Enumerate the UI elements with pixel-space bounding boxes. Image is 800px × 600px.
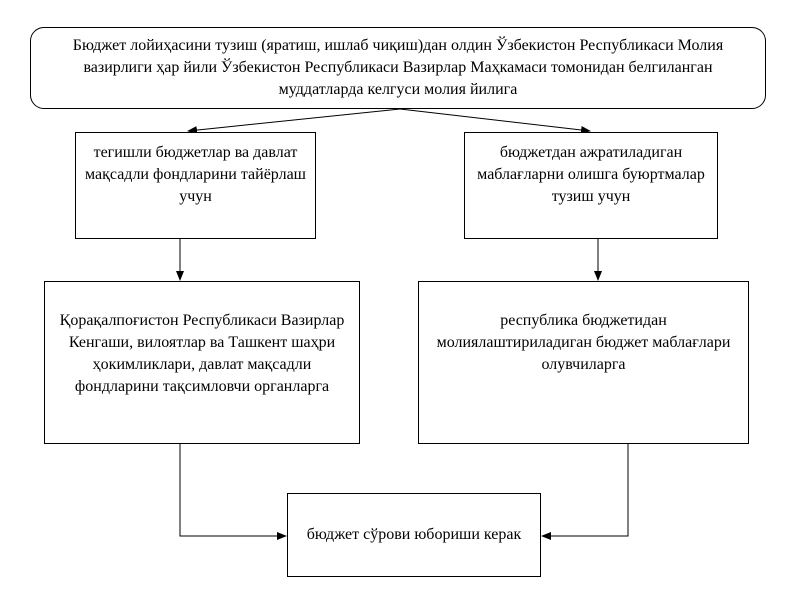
node-left-1-text: тегишли бюджетлар ва давлат мақсадли фондларини тайёрлаш учун [85,144,306,205]
node-bottom [287,493,541,577]
arrow-top-to-left-1 [188,109,400,131]
node-right-1-text: бюджетдан ажратиладиган маблағларни олишга буюртмалар тузиш учун [477,144,705,205]
node-bottom-text: бюджет сўрови юбориши керак [306,526,522,543]
node-top-text: Бюджет лойиҳасини тузиш (яратиш, ишлаб чиқиш)дан олдин Ўзбекистон Республикаси Молия вазирлиги ҳар йили Ўзбекистон Республикаси Вазирлар Маҳкамаси томонидан белгиланган муддатларда келгуси молия йилига [72,37,724,98]
arrow-left-2-to-bottom [180,444,286,536]
arrow-top-to-right-1 [400,109,590,131]
node-left-1 [75,132,316,239]
node-right-2 [418,281,749,444]
node-left-2 [44,281,360,444]
node-right-2-text: республика бюджетидан молиялаштириладиган бюджет маблағлари олувчиларга [436,312,731,373]
node-top [30,27,766,109]
node-left-2-text: Қорақалпоғистон Республикаси Вазирлар Кенгаши, вилоятлар ва Ташкент шаҳри ҳокимликлари, давлат мақсадли фондларини тақсимловчи органларга [59,312,345,395]
node-right-1 [464,132,718,239]
arrow-right-2-to-bottom [542,444,628,536]
